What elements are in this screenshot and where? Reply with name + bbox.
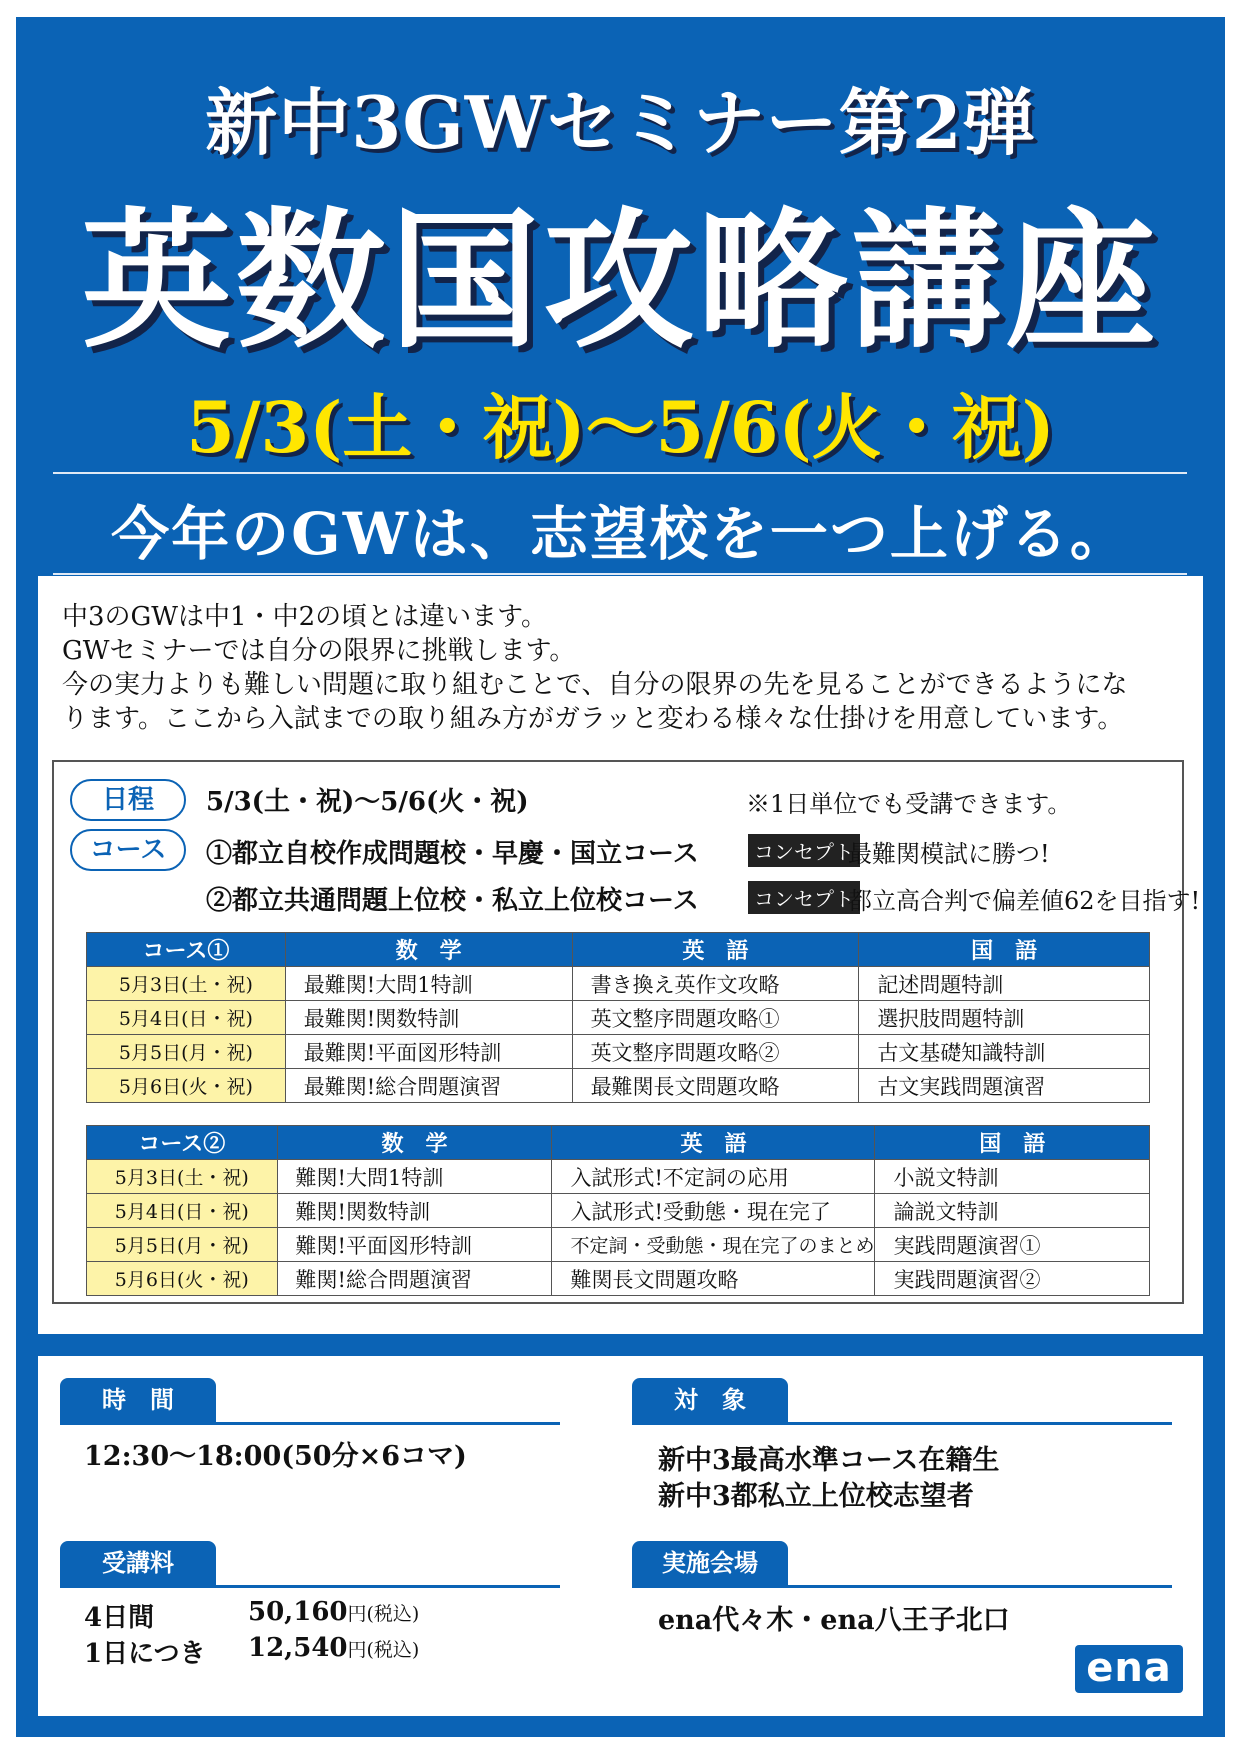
target-label: 対 象 (632, 1378, 788, 1422)
table-header: コース② (87, 1126, 278, 1160)
course-2-table (86, 1125, 1150, 1296)
tagline: 今年のGWは、志望校を一つ上げる。 (111, 500, 1130, 568)
table-cell: 選択肢問題特訓 (859, 1001, 1150, 1035)
time-label: 時 間 (60, 1378, 216, 1422)
table-cell: 実践問題演習② (875, 1262, 1150, 1296)
table-header: 数 学 (277, 1126, 552, 1160)
table-cell: 古文基礎知識特訓 (859, 1035, 1150, 1069)
table-row (87, 1001, 1150, 1035)
target-line: 新中3都私立上位校志望者 (658, 1481, 974, 1512)
date-cell: 5月5日(月・祝) (87, 1228, 278, 1262)
table-cell: 実践問題演習① (875, 1228, 1150, 1262)
course-1-table (86, 932, 1150, 1103)
date-cell: 5月6日(火・祝) (87, 1262, 278, 1296)
table-cell: 最難関!大問1特訓 (285, 967, 572, 1001)
intro-text (62, 600, 1182, 736)
table-cell: 最難関!平面図形特訓 (285, 1035, 572, 1069)
table-header-row (87, 1126, 1150, 1160)
table-cell: 難関!関数特訓 (277, 1194, 552, 1228)
intro-line: ります。ここから入試までの取り組み方がガラッと変わる様々な仕掛けを用意しています。 (62, 704, 1124, 734)
page-title: 英数国攻略講座 (81, 193, 1160, 369)
schedule-label: 日程 (70, 779, 186, 821)
table-row (87, 967, 1150, 1001)
table-cell: 最難関!関数特訓 (285, 1001, 572, 1035)
section-underline (60, 1585, 560, 1588)
fee-amount: 12,540 (248, 1633, 348, 1663)
table-cell: 論説文特訓 (875, 1194, 1150, 1228)
table-cell: 記述問題特訓 (859, 967, 1150, 1001)
table-cell: 入試形式!受動態・現在完了 (552, 1194, 875, 1228)
section-underline (60, 1422, 560, 1425)
ena-logo: ena (1075, 1645, 1183, 1693)
date-cell: 5月4日(日・祝) (87, 1194, 278, 1228)
table-cell: 最難関!総合問題演習 (285, 1069, 572, 1103)
table-cell: 英文整序問題攻略① (572, 1001, 859, 1035)
fee-unit: 円(税込) (347, 1603, 420, 1625)
table-row (87, 1228, 1150, 1262)
table-header: 英 語 (552, 1126, 875, 1160)
fee-unit: 円(税込) (347, 1639, 420, 1661)
table-cell: 英文整序問題攻略② (572, 1035, 859, 1069)
table-row (87, 1035, 1150, 1069)
table-row (87, 1069, 1150, 1103)
date-cell: 5月3日(土・祝) (87, 967, 286, 1001)
fee-row-amount (248, 1633, 419, 1663)
schedule-value: 5/3(土・祝)〜5/6(火・祝) (206, 787, 529, 817)
section-underline (632, 1422, 1172, 1425)
table-cell: 入試形式!不定詞の応用 (552, 1160, 875, 1194)
table-header: コース① (87, 933, 286, 967)
fee-row-label: 4日間 (84, 1603, 155, 1633)
course-2-name: ②都立共通問題上位校・私立上位校コース (206, 886, 699, 916)
table-header: 国 語 (875, 1126, 1150, 1160)
table-cell: 古文実践問題演習 (859, 1069, 1150, 1103)
section-underline (632, 1585, 1172, 1588)
table-row (87, 1160, 1150, 1194)
concept-badge: コンセプト (748, 834, 860, 867)
date-cell: 5月6日(火・祝) (87, 1069, 286, 1103)
table-row (87, 1262, 1150, 1296)
fee-row-amount (248, 1597, 419, 1627)
table-cell: 難関!大問1特訓 (277, 1160, 552, 1194)
table-header: 数 学 (285, 933, 572, 967)
table-cell: 書き換え英作文攻略 (572, 967, 859, 1001)
subtitle: 新中3GWセミナー第2弾 (205, 80, 1036, 165)
date-cell: 5月3日(土・祝) (87, 1160, 278, 1194)
course-1-concept: 最難関模試に勝つ! (848, 840, 1050, 868)
schedule-note: ※1日単位でも受講できます。 (746, 790, 1072, 818)
date-range: 5/3(土・祝)〜5/6(火・祝) (186, 386, 1055, 469)
table-header: 英 語 (572, 933, 859, 967)
date-cell: 5月4日(日・祝) (87, 1001, 286, 1035)
intro-line: 今の実力よりも難しい問題に取り組むことで、自分の限界の先を見ることができるようにな (62, 670, 1128, 700)
table-header-row (87, 933, 1150, 967)
course-1-name: ①都立自校作成問題校・早慶・国立コース (206, 839, 699, 869)
divider (53, 573, 1187, 575)
fee-amount: 50,160 (248, 1597, 348, 1627)
intro-line: 中3のGWは中1・中2の頃とは違います。 (62, 602, 548, 632)
table-cell: 難関長文問題攻略 (552, 1262, 875, 1296)
venue-value: ena代々木・ena八王子北口 (658, 1605, 1010, 1636)
course-label: コース (70, 829, 186, 871)
target-line: 新中3最高水準コース在籍生 (658, 1445, 1000, 1476)
concept-badge: コンセプト (748, 881, 860, 914)
venue-label: 実施会場 (632, 1541, 788, 1585)
table-row (87, 1194, 1150, 1228)
date-cell: 5月5日(月・祝) (87, 1035, 286, 1069)
table-cell: 難関!平面図形特訓 (277, 1228, 552, 1262)
fee-row-label: 1日につき (84, 1639, 206, 1669)
table-cell: 不定詞・受動態・現在完了のまとめ (552, 1228, 875, 1262)
divider (53, 472, 1187, 474)
table-cell: 最難関長文問題攻略 (572, 1069, 859, 1103)
intro-line: GWセミナーでは自分の限界に挑戦します。 (62, 636, 576, 666)
time-value: 12:30〜18:00(50分×6コマ) (84, 1441, 467, 1472)
table-header: 国 語 (859, 933, 1150, 967)
table-cell: 難関!総合問題演習 (277, 1262, 552, 1296)
fee-label: 受講料 (60, 1541, 216, 1585)
table-cell: 小説文特訓 (875, 1160, 1150, 1194)
course-2-concept: 都立高合判で偏差値62を目指す! (848, 887, 1201, 915)
